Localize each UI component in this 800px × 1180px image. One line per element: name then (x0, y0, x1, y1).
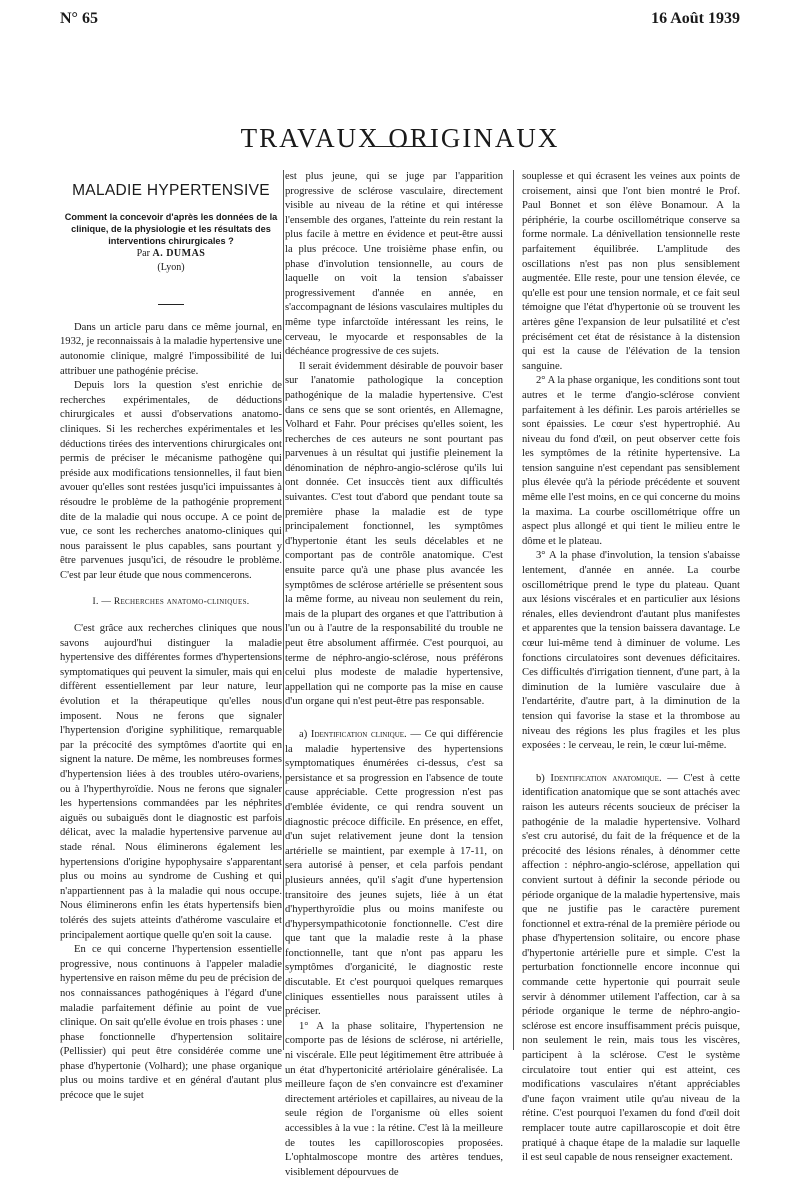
issue-number: N° 65 (60, 10, 98, 27)
issue-date: 16 Août 1939 (651, 10, 740, 27)
paragraph: 1° A la phase solitaire, l'hypertension ne comporte pas de lésions de sclérose, ni artérielle, ni viscérale. Elle peut légitimement être attribuée à un état d'hypertonicité artériolaire généralisée. La meilleure façon de s'en convaincre est d'examiner directement artérioles et capillaires, au niveau de la seule région de l'organisme où elles soient accessibles à la vue : la rétine. C'est là la meilleure de toutes les capilloroscopies proposées. L'ophtalmoscope montre des artères tendues, visiblement dépourvues de (285, 1020, 503, 1178)
section-title-rule (368, 146, 432, 147)
subsection-paragraph (285, 728, 503, 1020)
byline-rule (158, 304, 184, 305)
subsection-label: b) (536, 772, 545, 784)
subsection-text: — C'est à cette identification anatomique que se sont attachés avec raison les auteurs récents soucieux de préciser la pathogénie de la maladie hypertensive. Volhard s'est cru autorisé, du fait de la fréquence et de la précocité des lésions rénales, à dénommer cette affection : néphro-angio-sclérose, appellation qui convient surtout à définir la seconde période ou période organique de la maladie hypertensive, mais que ne justifie pas le caractère purement fonctionnel et extra-rénal de la première période ou phase d'hypertension solitaire, ou encore phase d'hypertonie artérielle pure et simple. C'est la perturbation fonctionnelle encore inconnue qui commande cette hypertonie qui pourrait seule servir à dénommer utilement l'affection, car à sa période organique le terme de néphro-angio-sclérose est encore insuffisamment précis puisque, non seulement le rein, mais tous les viscères, participent à la sclérose. C'est le système circulatoire tout entier qui est atteint, ces modifications vasculaires n'étant appréciables d'une façon vraiment utile qu'au niveau de la rétine. C'est pourquoi l'examen du fond d'œil doit remplacer toute autre capillaroscopie et doit être pratiqué à chaque étape de la maladie sur laquelle il est seul capable de nous renseigner exactement. (522, 772, 740, 1164)
subsection-name: Identification clinique. (310, 728, 407, 740)
column-3 (522, 170, 740, 1166)
column-divider-2 (513, 170, 514, 1050)
column-2 (285, 170, 503, 1180)
article-subtitle: Comment la concevoir d'après les données de la clinique, de la physiologie et les résultats des interventions chirurgicales ? (64, 211, 278, 246)
paragraph: Depuis lors la question s'est enrichie de recherches expérimentales, de déductions chirurgicales et aussi d'observations anatomo-cliniques. Si les recherches expérimentales et les déductions tirées des interventions chirurgicales ont permis de préciser le mécanisme pathogène qui préside aux modifications tensionnelles, il faut bien avouer qu'elles sont restées jusqu'ici impuissantes à résoudre le problème de la pathogénie proprement dite de la maladie qui nous occupe. A ce point de vue, ce sont les recherches anatomo-cliniques qui nous paraissent le plus capables, sans pourtant y être parvenues jusqu'ici, de résoudre le problème. C'est par leur étude que nous commencerons. (60, 380, 282, 581)
column-1 (60, 170, 282, 1104)
paragraph: est plus jeune, qui se juge par l'apparition progressive de sclérose vasculaire, directement visible au niveau de la rétine et qui intéresse l'ensemble des organes, l'atteinte du rein restant la plus facile à mettre en évidence et peut-être aussi la plus précoce. Une troisième phase enfin, ou phase d'involution tensionnelle, au cours de laquelle on voit la tension s'abaisser progressivement d'année en année, en s'accompagnant de lésions vasculaires multiples du même type infarctoïde intéressant les reins, le cerveau, le myocarde et responsables de la déchéance progressive de ces sujets. (285, 171, 503, 358)
paragraph: C'est grâce aux recherches cliniques que nous savons aujourd'hui distinguer la maladie hypertensive des différentes formes d'hypertensions symptomatiques qui peuvent la simuler, mais qui en diffèrent essentiellement par leur nature, leur évolution et la thérapeutique qu'elles nous imposent. Nous ne ferons que signaler l'hypertension d'origine syphilitique, remarquable par la précocité des symptômes d'aortite qui en signent la nature. De même, les nombreuses formes d'hypertension liées à des troubles utéro-ovariens, ou à l'hyperthyroïdie. Nous ne ferons que signaler les hypertensions commandées par les néphrites aiguës ou subaiguës dont le diagnostic est parfois délicat, avec la maladie hypertensive parvenue au stade rénal. Nous éliminerons également les hypertensions d'origine hypophysaire s'apparentant plus ou moins au syndrome de Cushing et qui n'appartiennent pas à la maladie qui nous occupe. Nous éliminerons enfin les états hypertensifs bien tolérés des sujets atteints d'athérome vasculaire et principalement aortique quelle qu'en soit la cause. (60, 623, 282, 941)
paragraph: Il serait évidemment désirable de pouvoir baser sur l'anatomie pathologique la conception pathogénique de la maladie hypertensive. C'est dans ce sens que se sont orientés, en Allemagne, Volhard et Fahr. Pour précises qu'elles soient, les recherches de ces auteurs ne sont pourtant pas parvenues à un résultat qui justifie pleinement la dénomination de néphro-angio-sclérose qu'ils lui ont donnée. Cet insuccès tient aux difficultés suivantes. C'est tout d'abord que pendant toute sa première phase la maladie est de type principalement fonctionnel, les symptômes d'hypertonie étant les seuls décelables et ne comportant pas de contrôle anatomique. C'est ensuite parce qu'à une phase plus avancée les symptômes de sclérose artérielle se présentent sous la même forme, au niveau non seulement du rein, mais de la plupart des organes et que l'attribution à l'un ou à l'autre de la responsabilité du trouble ne peut être absolument affirmée. C'est pourquoi, au terme de néphro-angio-sclérose, nous préférons celui plus modeste de maladie hypertensive, appellation qui ne comporte pas la mise en cause d'un organe qui n'est peut-être pas responsable. (285, 360, 503, 708)
section-number: I. — (92, 597, 112, 608)
paragraph: En ce qui concerne l'hypertension essentielle progressive, nous continuons à l'appeler maladie hypertensive en raison même du peu de précision de nos connaissances pathogéniques à l'égard d'une maladie parfaitement définie au point de vue clinique. On sait qu'elle évolue en trois phases : une phase fonctionnelle d'hypertension solitaire (Pellissier) qui peut être considérée comme une phase d'hypertonie (Volhard); une phase organique plus ou moins tardive et en général d'autant plus précoce que le sujet (60, 944, 282, 1102)
author-byline (60, 247, 282, 262)
paragraph: souplesse et qui écrasent les veines aux points de croisement, ainsi que l'ont bien montré le Prof. Paul Bonnet et son élève Bonamour. A la périphérie, la courbe oscillométrique conserve sa forme normale. La dénivellation tensionnelle reste parfaitement équilibrée. L'amplitude des oscillations n'est pas non plus sensiblement augmentée. Elle reste, pour une tension élevée, ce qu'elle est pour une tension normale, et ce fait seul témoigne que l'état d'hypertonie où se trouvent les artères gêne l'expansion de leur pulsatilité et c'est précisément cet état de résistance à la distension qui est la cause de l'élévation de la tension sanguine. (522, 171, 740, 372)
paragraph: 2° A la phase organique, les conditions sont tout autres et le terme d'angio-sclérose convient parfaitement à les définir. Les parois artérielles se sont épaissies. Le cœur s'est hypertrophié. Au niveau du fond d'œil, on peut observer cette fois les symptômes de la rétinite hypertensive. La tension sanguine n'est cependant pas sensiblement plus élevée qu'à la période précédente et souvent même elle l'est moins, en ce qui concerne du moins la maxima. La courbe oscillométrique offre un aspect plus allongé et qui tient le milieu entre le dôme et le plateau. (522, 375, 740, 547)
section-name: Recherches anatomo-cliniques. (113, 597, 250, 608)
author-prefix: Par (136, 247, 150, 259)
author-affiliation: (Lyon) (157, 262, 185, 274)
section-heading (60, 595, 282, 610)
subsection-text: — Ce qui différencie la maladie hypertensive des hypertensions symptomatiques énumérées ci-dessus, c'est sa persistance et sa progression en l'absence de toute cause appréciable. Cette progression n'est pas d'emblée évidente, ce qui rendra souvent un diagnostic précoce difficile. En présence, en effet, d'un sujet relativement jeune dont la tension artérielle se maintient, par exemple à 17-11, on sera autorisé à penser, et cela parfois pendant plusieurs années, qu'il s'agit d'une hypertension transitoire des jeunes sujets, liée à un état d'hyperthyroïdie plus ou moins manifeste ou d'hypersympathicotonie fonctionnelle. C'est dire que tant que la maladie reste à la phase fonctionnelle, tant que n'ont pas apparu les symptômes d'organicité, le diagnostic reste discutable. Et c'est pourquoi quelques remarques cliniques essentielles nous paraissent utiles à préciser. (285, 728, 504, 1018)
paragraph: Dans un article paru dans ce même journal, en 1932, je reconnaissais à la maladie hypertensive une autonomie clinique, malgré l'impossibilité de lui attribuer une pathogénie précise. (60, 321, 282, 377)
article-title: MALADIE HYPERTENSIVE (72, 182, 270, 199)
author-name: A. DUMAS (152, 247, 206, 259)
subsection-name: Identification anatomique. (550, 772, 662, 784)
column-divider-1 (283, 170, 284, 1050)
paragraph: 3° A la phase d'involution, la tension s'abaisse lentement, d'année en année. La courbe oscillométrique prend le type du plateau. Quant aux lésions viscérales et en particulier aux lésions rénales, elles deviendront d'autant plus manifestes et apparentes que la tension baissera davantage. Le cœur lui-même tend à diminuer de volume. Les fonctions circulatoires sont devenues déficitaires. Ces difficultés d'irrigation tiennent, d'une part, à la diminution de la lumière vasculaire due à l'endartérite, d'autre part, à la diminution de la tension qui favorise la stase et la thrombose au niveau des régions les plus fragiles et les plus exposées : le cerveau, le rein, le cœur lui-même. (522, 550, 740, 752)
section-title: TRAVAUX ORIGINAUX (240, 123, 560, 154)
subsection-paragraph (522, 772, 740, 1166)
subsection-label: a) (299, 728, 308, 740)
